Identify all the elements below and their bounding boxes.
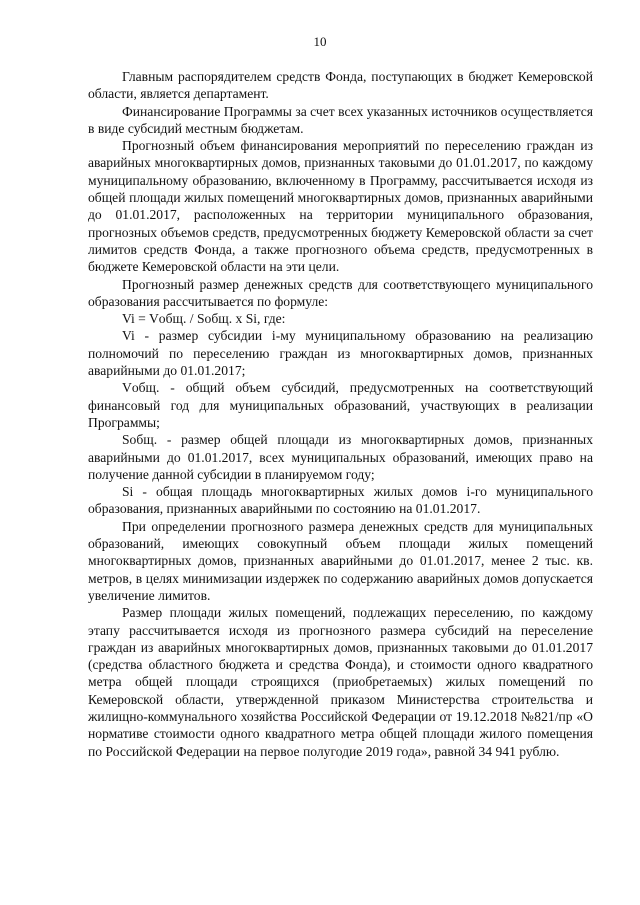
body-text <box>88 68 593 760</box>
page-number: 10 <box>313 34 327 49</box>
formula: Vi = Vобщ. / Sобщ. x Si, где: <box>122 311 286 327</box>
definition-vi: Vi - размер субсидии i-му муниципальному образованию на реализацию полномочий по переселению граждан из многоквартирных домов, признанных аварийными до 01.01.2017; <box>88 328 593 379</box>
paragraph-area-calculation: Размер площади жилых помещений, подлежащих переселению, по каждому этапу рассчитывается исходя из прогнозного размера субсидий на переселение граждан из аварийных многоквартирных домов, признанных таковыми до 01.01.2017 (средства областного бюджета и средства Фонда), и стоимости одного квадратного метра общей площади строящихся (приобретаемых) жилых помещений по Кемеровской области, утвержденной приказом Министерства строительства и жилищно-коммунального хозяйства Российской Федерации от 19.12.2018 №821/пр «О нормативе стоимости одного квадратного метра общей площади жилого помещения по Российской Федерации на первое полугодие 2019 года», равной 34 941 рублю. <box>88 605 593 759</box>
paragraph-financing: Финансирование Программы за счет всех указанных источников осуществляется в виде субсидий местным бюджетам. <box>88 103 593 136</box>
definition-vtotal: Vобщ. - общий объем субсидий, предусмотренных на соответствующий финансовый год для муниципальных образований, участвующих в реализации Программы; <box>88 380 593 430</box>
definition-si: Si - общая площадь многоквартирных жилых домов i-го муниципального образования, признанных аварийными по состоянию на 01.01.2017. <box>88 484 593 517</box>
definition-stotal: Sобщ. - размер общей площади из многоквартирных домов, признанных аварийными до 01.01.2017, всех муниципальных образований, имеющих право на получение данной субсидии в планируемом году; <box>88 432 593 482</box>
paragraph-formula-intro: Прогнозный размер денежных средств для соответствующего муниципального образования рассчитывается по формуле: <box>88 276 593 309</box>
paragraph-fund-manager: Главным распорядителем средств Фонда, поступающих в бюджет Кемеровской области, является департамент. <box>88 69 593 102</box>
paragraph-forecast-volume: Прогнозный объем финансирования мероприятий по переселению граждан из аварийных многоквартирных домов, признанных таковыми до 01.01.2017, по каждому муниципальному образованию, включенному в Программу, рассчитывается исходя из общей площади жилых помещений многоквартирных домов, признанных аварийными до 01.01.2017, расположенных на территории муниципального образования, прогнозных объемов средств, предусмотренных бюджету Кемеровской области за счет лимитов средств Фонда, а также прогнозного объема средств, предусмотренных в бюджете Кемеровской области на эти цели. <box>88 138 593 275</box>
paragraph-limit-increase: При определении прогнозного размера денежных средств для муниципальных образований, имеющих совокупный объем площади жилых помещений многоквартирных домов, признанных аварийными до 01.01.2017, менее 2 тыс. кв. метров, в целях минимизации издержек по содержанию аварийных домов допускается увеличение лимитов. <box>88 518 593 603</box>
